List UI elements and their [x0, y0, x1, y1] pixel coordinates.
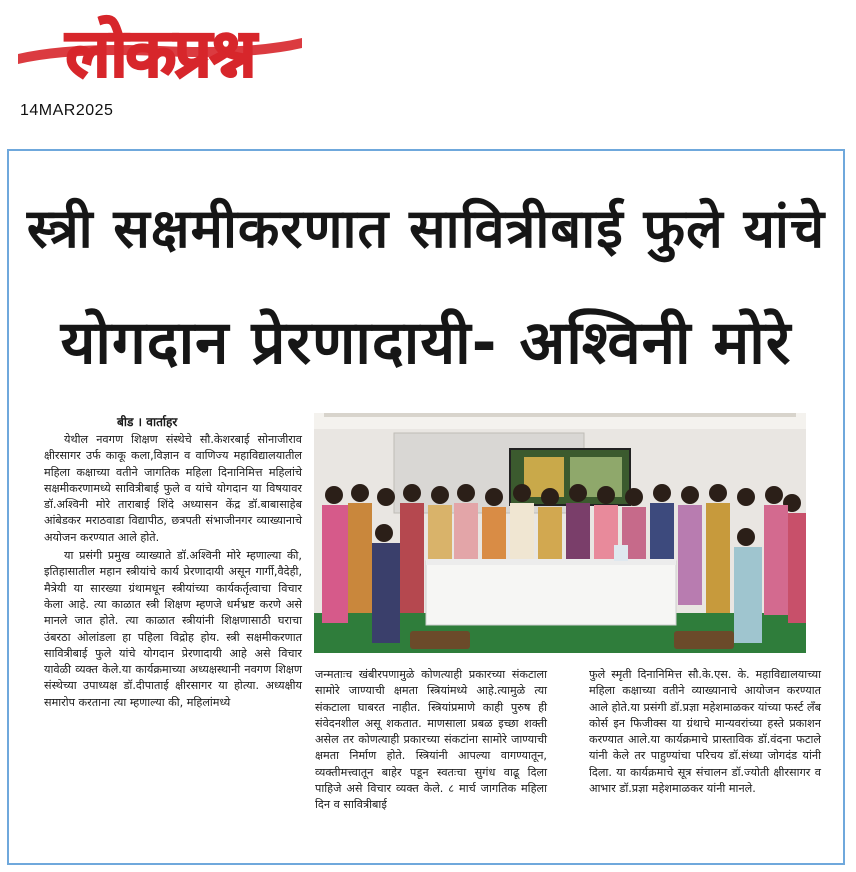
paragraph: फुले स्मृती दिनानिमित्त सौ.के.एस. के. महाविद्यालयाच्या महिला कक्षाच्या वतीने व्याख्यानाचे आयोजन करण्यात आले होते.या प्रसंगी डॉ.प्रज्ञा महेशमाळकर यांच्या फर्स्ट लँब कोर्स इन फिजीक्स या ग्रंथाचे मान्यवरांच्या हस्ते प्रकाशन करण्यात आले.या कार्यक्रमाचे प्रास्ताविक डॉ.वंदना फटाले यांनी केले तर पाहुण्यांचा परिचय डॉ.संध्या जोगदंड यांनी दिला. या कार्यक्रमाचे सूत्र संचालन डॉ.ज्योती क्षीरसागर व आभार डॉ.प्रज्ञा महेशमाळकर यांनी मानले. — [589, 668, 821, 796]
article-column-1 — [44, 432, 302, 711]
publication-date: 14MAR2025 — [20, 102, 114, 119]
masthead-logo — [10, 2, 310, 98]
svg-text:लोकप्रश्न: लोकप्रश्न — [65, 15, 255, 92]
dateline: बीड । वार्ताहर — [117, 415, 178, 429]
group-photo-image — [314, 413, 806, 653]
paragraph: जन्मताःच खंबीरपणामुळे कोणत्याही प्रकारच्या संकटाला सामोरे जाण्याची क्षमता स्त्रियांमध्ये आहे.त्यामुळे त्या संकटाला घाबरत नाहीत. स्त्रियांप्रमाणे काही पुरुष ही संवेदनशील असू शकतात. माणसाला प्रबळ इच्छा शक्ती असेल तर कोणत्याही प्रकारच्या संकटांना सामोरे जाण्याची क्षमता निर्माण होते. स्त्रियांनी आपल्या वागण्यातून, व्यक्तीमत्त्वातून बाहेर पडून स्वतःचा सुगंध वाढू दिला पाहिजे असे विचार व्यक्त केले. ८ मार्च जागतिक महिला दिन व सावित्रीबाई — [315, 668, 547, 812]
paragraph: या प्रसंगी प्रमुख व्याख्याते डॉ.अश्विनी मोरे म्हणाल्या की, इतिहासातील महान स्त्रीयांचे कार्य प्रेरणादायी असून गार्गी,वैदेही, मैत्रेयी या सारख्या ग्रंथामधून स्त्रीयांच्या कार्यकर्तृत्वाचा विचार केला आहे. त्या काळात स्त्री शिक्षण म्हणजे धर्मभ्रष्ट करणे असे मानले जात होते. त्या काळात स्त्रीयांनी शिक्षणासाठी घराचा उंबरठा ओलांडला हा पहिला विद्रोह होय. स्त्री सक्षमीकरणात सावित्रीबाई फुले यांचे योगदान प्रेरणादायी आहे असे विचार यावेळी व्यक्त केले.या कार्यक्रमाच्या अध्यक्षस्थानी नवगण शिक्षण संस्थेच्या उपाध्यक्ष डॉ.दीपाताई क्षीरसागर या होत्या. अध्यक्षीय समारोप करताना त्या म्हणाल्या की, महिलांमध्ये — [44, 549, 302, 709]
headline-line-1: स्त्री सक्षमीकरणात सावित्रीबाई फुले यांचे — [26, 197, 826, 260]
headline-line-2: योगदान प्रेरणादायी- अश्विनी मोरे — [60, 308, 792, 378]
event-photo — [314, 413, 806, 653]
paragraph: येथील नवगण शिक्षण संस्थेचे सौ.केशरबाई सोनाजीराव क्षीरसागर उर्फ काकू कला,विज्ञान व वाणिज्य महाविद्यालयातील महिला कक्षाच्या वतीने जागतिक महिला दिनानिमित्त महिलांचे सक्षमीकरणामध्ये सावित्रीबाई फुले व यांचे योगदान या विषयावर डॉ.अश्विनी मोरे ताराबाई शिंदे अध्यासन केंद्र डॉ.बाबासाहेब आंबेडकर मराठवाडा विद्यापीठ, छत्रपती संभाजीनगर व्याख्यानाचे अयोजन करण्यात आले होते. — [44, 433, 302, 544]
article-column-2 — [315, 667, 547, 814]
masthead-logo-graphic — [10, 2, 310, 98]
article-frame — [7, 149, 845, 865]
article-column-3 — [589, 667, 821, 797]
